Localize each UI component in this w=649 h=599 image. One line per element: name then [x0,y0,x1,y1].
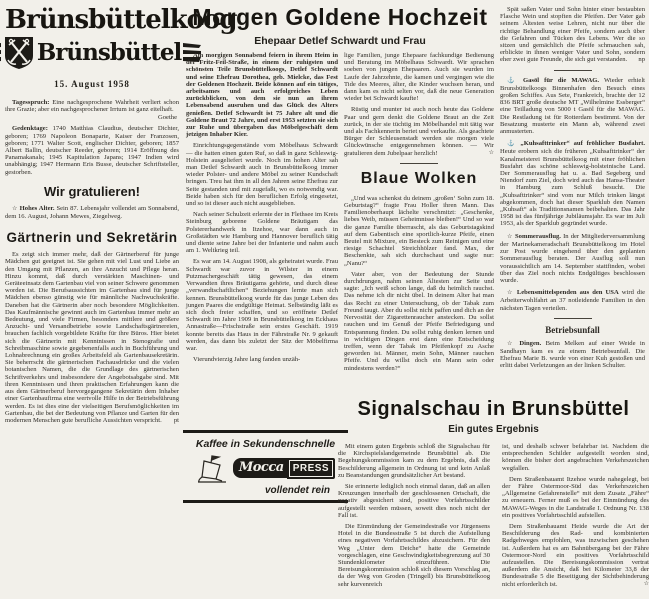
kuhsaft-item [500,140,645,227]
gasoel-label: Gasöl für die MAWAG. [522,76,599,84]
ad-tagline: vollendet rein [264,485,330,496]
article-end-star-icon: ☆ [488,149,494,156]
section-divider [554,70,592,71]
signalschau-p5: Dem Straßenbauamt Itzehoe wurde nahegelegt, bei der Fähre Ostermoor-Süd das Verkehrszeichen „Allgemeine Gefahrenstelle“ mit dem Zusatz „Fähre“ zu erneuern. Ferner muß es bei der Einmündung des MAWAG-Weges in die Landstraße I. Ordnung Nr. 138 ein positives Vorfahrtsschild aufstellen. [502,475,649,519]
signalschau-headline: Signalschau in Brunsbüttel [357,398,630,420]
masthead-title-bottom: Brünsbüttel [36,39,182,66]
hochzeit-p4: Es war am 14. August 1908, als geheiratet wurde. Frau Schwardt war zuvor in Wilster in einem Putzmachergeschäft tätig gewesen, das einem Verwandten ihres Bräutigams gehörte, und durch diese „verwandtschaftlichen“ Beziehungen lernte man sich kennen. Brunsbüttelkoog wurde für das junge Leben des jungen Paares die endgültige Heimat. Selbständig läßt es sich doch freier schaffen, und so eröffnete Detlef Schwardt im Jahre 1909 in Brunsbüttelkoog im Eckhaus Annastraße—Frischstraße sein erstes Geschäft. 1919 konnte bereits das Haus in der Fährstraße Nr. 9 gekauft werden, das dann bis zuletzt der Sitz der Möbelfirma war. [186,258,338,352]
hochzeit-column-1 [186,52,338,367]
mocca-press-ad [183,430,348,503]
hochzeit-p5-continued: lige Familien, junge Ehepaare fachkundige Bedienung und Beratung im Möbelhaus Schwardt. Wir sprachen soeben von jungen Ehepaaren. Auch sie wurden im Laufe der Jahrzehnte, die kamen und vergingen wie die Tide des Meeres, älter, die Kinder wuchsen heran, und dann kam es nicht selten vor, daß die neue Generation wieder bei Schwardt kaufte! [344,52,494,103]
blaue-wolken-p3 [500,6,645,64]
signalschau-p2: Sie erinnerte lediglich noch einmal daran, daß an allen Kreuzungen innerhalb der geschlossenen Ortschaft, die negativ abgesichert sind, positive Vorfahrtsschilder aufgestellt werden müssen, soweit dies noch nicht der Fall ist. [338,483,490,519]
usa-spenden-item [500,289,645,312]
hochzeit-article-head [183,5,497,47]
signalschau-p3: Die Einmündung der Gemeindestraße vor Jürgensens Hotel in die Bundesstraße 5 ist durch die Aufstellung eines negativen Vorfahrtsschildes abzusichern. Für den Weg „Unter dem Deiche“ hatte die Gemeinde vorgeschlagen, eine Geschwindigkeitsbegrenzung auf 30 Stundenkilometer einzuführen. Die Bereisungskommission schloß sich diesem Vorschlag an, da der Weg von Groden (Tringell) bis Brunsbüttelkoog sehr kurvenreich [338,523,490,588]
hohes-alter-text: Sein 87. Lebensjahr vollendet am Sonnabend, dem 16. August, Johann Mewes, Ziegelweg. [5,204,179,221]
usa-spenden-label: Lebensmittelspenden aus den USA [516,289,619,297]
masthead-stripes-left-icon [0,42,1,64]
dingen-item [500,340,645,370]
mocca-logo-word: Mocca [233,458,287,478]
gedenktage-paragraph [5,125,179,175]
main-headline: Morgen Goldene Hochzeit [192,4,488,30]
gaertnerin-signature: pt [173,416,179,424]
signalschau-p6-text: Dem Straßenbauamt Heide wurde die Art der Beschilderung des Rad- und kombinierten Radgehweges empfohlen, was inzwischen geschehen ist. Außerdem hat es am Bahnübergang bei der Fähre Ostermoor-Nord ein positives Vorfahrtsschild aufzustellen. Die Bereisungskommission vertrat außerdem die Ansicht, daß bei Kilometer 33,8 der Bundesstraße 5 die Beseitigung der Sichtbehinderung nicht erforderlich ist. [502,523,649,588]
signalschau-column-left [338,443,490,592]
press-logo-word: PRESS [287,458,335,479]
kuhsaft-label: „Kuhsafttrinker“ auf fröhlicher Busfahrt. [520,140,645,148]
hohes-alter-item [5,205,179,220]
star-icon: ☆ [507,290,514,297]
kuhsaft-text: Heute erobern sich die früheren „Kuhsafttrinker“ der Kanalmeisterei Brunsbüttelkoog mit einer fröhlichen Busfahrt das schöne schleswig-holsteinische Land. Der Sommerausflug hat u. a. Bad Segeberg und Niendorf zum Ziel, doch wird auch das Hansa-Theater in Hamburg zum Schluß besucht. Die „Kuhsafttrinker“ sind vom nur Milch trinken längst abgekommen, doch hat dieser Sparklub den Namen „Kuhsaft“ als Traditionsnamen beibehalten. Das Jahr 1958 ist das fünfjährige Jubiläumsjahr. Es war im Juli 1953, als der Sparklub gegründet wurde. [500,148,645,228]
hochzeit-column-2 [344,52,494,376]
hochzeit-p5: Vierundvierzig Jahre lang fanden unzäh- [193,356,301,364]
gaertnerin-article [5,251,179,424]
blaue-wolken-p1: „Und was schenkst du deinem ‚großen‘ Sohn zum 18. Geburtstag?“ fragte Frau Holler ihren Mann. Das Familienoberhaupt lächelte verschmitzt: „Geschenke, liebes Weib, müssen Geheimnisse bleiben!“ Und so war die ganze Familie überrascht, als das Geburtstagskind auf dem Gabentisch eine sportlich-kurze Pfeife, einen Beutel mit Mixture, ein Besteck zum Reinigen und eine riesige Schachtel Streichhölzer fand. Max, der Beschenkte, sah sich durchschaut und sagte nur: „Nanu?“ [344,194,494,267]
hochzeit-p2: Einrichtungsgegenstände vom Möbelhaus Schwardt — die hatten einen guten Ruf, so daß in ganz Schleswig-Holstein ausgeliefert wurde. Noch im hohen Alter sah man Detlef Schwardt auch in Brunsbüttelkoog immer wieder Polster- und andere Möbel zu seiner Kundschaft bringen. Treu hat ihm in all den Jahren seine Ehefrau zur Seite gestanden und mit zugefaßt, wo es notwendig war. Beide haben sich für den beruflichen Erfolg eingesetzt, und so ist dieser auch nicht ausgeblieben. [186,142,338,208]
anchor-icon: ⚓ [507,141,517,148]
usa-spenden-text: wird die Arbeiterwohlfahrt an 37 notleidende Familien in den nächsten Tagen verteilen. [500,289,645,312]
gedenktage-text: 1740 Matthias Claudius, deutscher Dichter, geboren; 1769 Napoleon Bonaparte, Kaiser der Franzosen, geboren; 1771 Walter Scott, englischer Dichter, geboren; 1857 Albert Ballin, deutscher Reeder, geboren; 1914 Eröffnung des Panamakanals; 1945 Kapitulation Japans; 1947 Indien wird unabhängig; 1947 Hermann Eris Busse, deutscher Schriftsteller, gestorben. [5,125,179,176]
star-icon: ☆ [507,233,513,240]
gaertnerin-heading: Gärtnerin und Sekretärin [6,230,178,246]
hohes-alter-label: Hohes Alter. [19,204,55,212]
blaue-wolken-p3-text: Spät saßen Vater und Sohn hinter einer bestaubten Flasche Wein und stopften die Pfeifen. Der Vater gab seinem Ältesten weise Lehren, nicht nur über die richtige Behandlung einer Pfeife, sondern auch über die Gefahren und Tücken des Lebens. Wer die so sitzen und gemächlich die Pfeife schmauchen sah, erblickte in ihnen weniger Vater und Sohn, sondern eher zwei gute Freunde, die sich gut verstanden. [500,6,645,64]
blaue-wolken-p2: Vater aber, von der Bedeutung der Stunde durchdrungen, nahm seinen Ältesten zur Seite und sagte: „Ich weiß schon lange, daß du heimlich rauchst. Das nehme ich dir nicht übel. In deinem Alter hat man das Recht zu einer Untersuchung, ob der Tabak zum Freund taugt. Aber du sollst nicht paffen und dich an der Nervosität der Zigarettenraucher anstecken. Du sollst rauchen und im Genuß der Pfeife Befriedigung und Entspannung finden. Du sollst ruhig denken lernen und in wichtigen Dingen erst dann eine Entscheidung treffen, wenn der Tabak im Pfeifenkopf zu Asche geworden ist. Männer, mein Sohn, Männer rauchen Pfeife. Und du willst doch ein Mann sein oder mindestens werden?“ [344,270,494,372]
tagesspruch-attribution: Goethe [157,114,177,122]
signalschau-subhead: Ein gutes Ergebnis [448,424,539,435]
blaue-wolken-signature: np [638,56,645,64]
section-divider [554,318,592,319]
hochzeit-p6 [344,106,494,156]
hochzeit-p3: Nach seiner Schulzeit erlernte der in Flethsee im Kreis Steinburg geborene Goldene Bräutigam das Polstererhandwerk in Itzehoe, war dann auch in Großstädten wie Hamburg und Hannover beruflich tätig und diente seine Jahre bei der Infanterie und nahm auch am 1. Weltkrieg teil. [186,211,338,255]
gasoel-text: Wieder erhielt Brunsbüttelkoogs Binnenhafen den Besuch eines großen Schiffes. Aus Sete, Frankreich, brachte der 12 836 BRT große deutsche MT „Wilhelmine Essberger“ eine Teilladung von 5000 t Gasöl für die MAWAG. Die Restladung ist für Rotterdam bestimmt. Von der Besatzung musterte ein Mann ab, während zwei anmusterten. [500,76,645,136]
masthead [5,5,237,89]
betriebsunfall-heading: Betriebsunfall [545,324,600,335]
gasoel-item [500,77,645,136]
ad-headline: Kaffee in Sekundenschnelle [195,438,336,450]
right-column [500,6,645,375]
issue-date: 15. August 1958 [54,79,130,89]
crossed-anchors-shield-icon [3,36,35,70]
coffee-press-drawing-icon [196,453,230,483]
sommerausflug-text: In der Mitgliederversammlung der Marinekameradschaft Brunsbüttelkoog im Hotel zur Post wurde eingehend über den geplanten Sommerausflug beraten. Der Ausflug soll nun voraussichtlich am 14. September stattfinden, wobei über das Ziel noch nichts Endgültiges beschlossen wurde. [500,232,645,284]
star-icon: ☆ [12,205,18,212]
anchor-icon: ⚓ [507,77,518,84]
gratulieren-heading: Wir gratulieren! [44,183,140,199]
mocca-press-logo [233,458,335,479]
sommerausflug-item [500,233,645,284]
signalschau-p4: ist, und deshalb schwer befahrbar ist. Nachdem die entsprechenden Schilder aufgestellt worden sind, können die bisher dort angebrachten Verkehrszeichen wegfallen. [502,443,649,472]
tagesspruch-text: Eine nachgesprochene Wahrheit verliert schon ihre Grazie; aber ein nachgesprochener Irrtum ist ganz eitelhaft. [5,99,179,114]
article-end-star-icon: ☆ [643,580,649,587]
signalschau-article [338,398,649,592]
gaertnerin-text: Es zeigt sich immer mehr, daß der Gärtnerberuf für junge Mädchen gut geeignet ist. Sie gehen mit viel Lust und Liebe an den Umgang mit Pflanzen, an ihre Anzucht und Pflege heran. Hinzu kommt, daß durch verstärkten Maschinen- und Geräteeinsatz dem Gartenbau viel von seiner Schwere genommen worden ist. Die Berufsaussichten im Gartenbau sind für junge Mädchen ebenso günstig wie für männliche Nachwuchskräfte. Daneben hat die Gärtnerin aber noch besondere Möglichkeiten. Das Kaufmännische gewinnt auch im Gartenbau immer mehr an Bedeutung, und viele Firmen, besonders mittlere und größere Anzucht- und Versandbetriebe sowie Landschaftsgärtnereien, brauchen fachlich vorgebildete Kräfte für ihre Büros. Hier bietet sich die Gärtnerin mit Kenntnissen in Stenografie und Schreibmaschine sowie gegebenenfalls auch in Buchführung und Lohnabrechnung ein großes Arbeitsfeld als Gartenbausekretärin. Sie beherrscht die gärtnerischen Fachausdrücke und die vielen botanischen Namen, die die Grundlage des gärtnerischen Schriftverkehrs und insbesondere der Angebotsabgabe sind. Mit ihren Kenntnissen und ihren praktischen Erfahrungen kann die aus dem Gärtnerberuf hervorgegangene Sekretärin dem Inhaber einer Gartenbaufirma eine wertvolle Hilfe in der Betriebsführung werden. Es ist dies eine der vielseitigen Berufsmöglichkeiten im Gartenbau, die bei der Bedeutung von Pflanze und Garten für den modernen Menschen gute berufliche Aussichten verspricht. [5,251,179,424]
tagesspruch-label: Tagesspruch: [12,99,50,106]
gedenktage-label: Gedenktage: [12,125,48,133]
hochzeit-lead: Am morgigen Sonnabend feiern in ihrem Heim in der Fritz-Feil-Straße, in einem der ruhigsten und schönsten Teile Brunsbüttelkoogs, Detlef Schwardt und seine Ehefrau Dorothea, geb. Mielcke, das Fest der Goldenen Hochzeit. Beide können auf ein tätiges, arbeitsames und auch erfolgreiches Leben zurückblicken, von dem sie nun an ihrem Lebensabend ausruhen und das Glück des Alters genießen. Detlef Schwardt ist 75 Jahre alt und die Goldene Braut 72 Jahre, und erst 1953 setzten sie sich zur Ruhe und übergaben das Möbelgeschäft dem jetzigen Inhaber Kier. [186,52,338,139]
signalschau-p1: Mit einem guten Ergebnis schloß die Signalschau für die Kirchspielslandgemeinde Brunsbüttel ab. Die Begehungskommission kam zu dem Ergebnis, daß die Beschilderung allgemein in Ordnung ist und kein Anlaß zu Beanstandungen grundsätzlicher Art bestand. [338,443,490,479]
dingen-text: Beim Melken auf einer Weide in Sandhayn kam es zu einem Betriebsunfall. Die Ehefrau Marie B. wurde von einer Kuh gestoßen und erlitt dabei Verletzungen an der linken Schulter. [500,339,645,370]
left-column [5,5,237,428]
hochzeit-p6-text: Rüstig und munter ist auch noch heute das Goldene Paar und gern denkt die Goldene Braut an die Zeit zurück, in der sie tüchtig im Möbelhandel mit tätig war und als Fachkennerin beriet und verkaufte. Als geachtete Bürger der Schleusenstadt werden sie morgen viele Glückwünsche entgegennehmen können. — Wir gratulieren dem Jubelpaar herzlich! [344,106,494,157]
blaue-wolken-heading: Blaue Wolken [360,169,478,187]
section-divider [400,163,438,164]
main-subhead: Ehepaar Detlef Schwardt und Frau [254,35,426,47]
star-icon: ☆ [507,340,516,347]
signalschau-p6 [502,523,649,588]
tagesspruch-paragraph [5,99,179,113]
dingen-label: Dingen. [519,339,542,347]
masthead-title-top: Brünsbüttelkoog [5,5,237,35]
sommerausflug-label: Sommerausflug. [514,232,561,240]
signalschau-column-right [502,443,649,592]
